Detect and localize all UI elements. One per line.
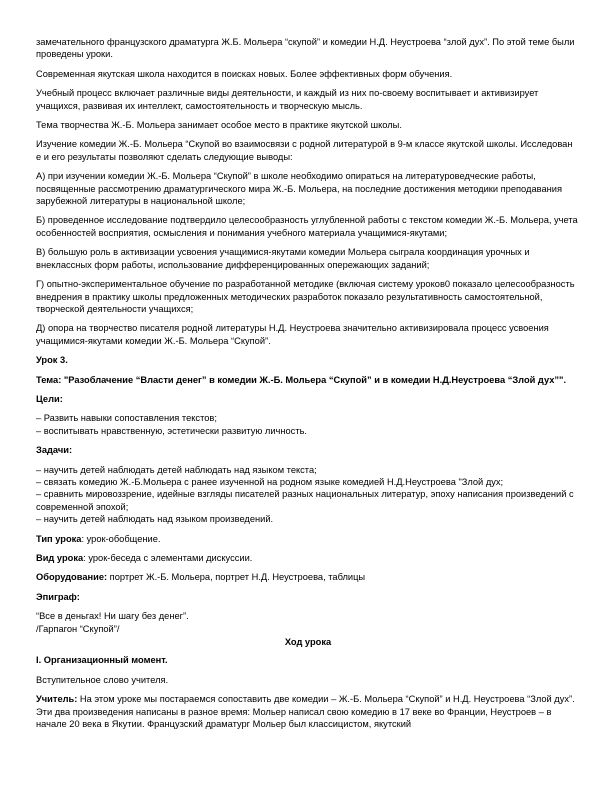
list-item: – научить детей наблюдать детей наблюдать над языком текста; [36, 464, 317, 475]
paragraph-study: Изучение комедии Ж.-Б. Мольера “Скупой во взаимосвязи с родной литературой в 9-м классе якутской школы. Исследован е и его результаты позволяют сделать следующие выводы: [36, 139, 573, 162]
equipment-value: портрет Ж.-Б. Мольера, портрет Н.Д. Неустроева, таблицы [107, 572, 366, 583]
tasks-list [36, 464, 580, 526]
lesson-kind-value: : урок-беседа с элементами дискуссии. [83, 553, 253, 563]
paragraph-intro: замечательного французского драматурга Ж.Б. Мольера “скупой” и комедии Н.Д. Неустроева “злой дух”. По этой теме были проведены уроки. [36, 37, 575, 60]
list-item: – сравнить мировоззрение, идейные взгляды писателей разных национальных литератур, эпоху написания произведений с современной эпохой; [36, 489, 574, 512]
equipment-label: Оборудование: [36, 572, 108, 583]
paragraph-process: Учебный процесс включает различные виды деятельности, и каждый из них по-своему воспитывает и активизирует учащихся, развивая их интеллект, самостоятельность и творческую мысль. [36, 88, 539, 111]
tasks-heading: Задачи: [36, 445, 73, 456]
lesson-kind [36, 552, 580, 564]
lesson-type-label: Тип урока [36, 533, 82, 544]
epigraph-quote: “Все в деньгах! Ни шагу без денег”. [36, 611, 189, 622]
teacher-text: На этом уроке мы постараемся сопоставить две комедии – Ж.-Б. Мольера “Скупой” и Н.Д. Неустроева “Злой дух”. Эти два произведения написаны в разное время: Мольер написал свою комедию в 17 веке во Франции, Неустроев – в начале 20 века в Якутии. Французский драматург Мольер был классицистом, якутский [36, 694, 575, 730]
teacher-speech [36, 693, 580, 730]
conclusion-a: А) при изучении комедии Ж.-Б. Мольера “Скупой” в школе необходимо опираться на литературоведческие работы, посвященные рассмотрению драматургического мира Ж.-Б. Мольера, на последние достижения методики преподавания зарубежной литературы в национальной школе; [36, 171, 562, 207]
paragraph-school: Современная якутская школа находится в поисках новых. Более эффективных форм обучения. [36, 68, 453, 79]
list-item: – научить детей наблюдать над языком произведений. [36, 514, 274, 525]
org-moment-heading: I. Организационный момент. [36, 655, 168, 666]
goals-heading: Цели: [36, 393, 63, 404]
conclusion-d: Д) опора на творчество писателя родной литературы Н.Д. Неустроева значительно активизировала процесс усвоения учащимися-якутами комедии Ж.-Б. Мольера “Скупой”. [36, 323, 549, 346]
lesson-equipment [36, 571, 580, 583]
paragraph-theme: Тема творчества Ж.-Б. Мольера занимает особое место в практике якутской школы. [36, 120, 402, 131]
conclusion-v: В) большую роль в активизации усвоения учащимися-якутами комедии Мольера сыграла координация урочных и внеклассных форм работы, использование дифференцированных опережающих заданий; [36, 247, 530, 270]
epigraph-heading: Эпиграф: [36, 591, 80, 602]
epigraph-source: /Гарпагон “Скупой”/ [36, 623, 120, 634]
lesson-theme: Тема: "Разоблачение “Власти денег” в комедии Ж.-Б. Мольера “Скупой” и в комедии Н.Д.Неустроева “Злой дух”". [36, 374, 567, 385]
document-page [36, 36, 580, 737]
lesson-kind-label: Вид урока [36, 553, 84, 563]
intro-line: Вступительное слово учителя. [36, 674, 169, 685]
list-item: – воспитывать нравственную, эстетически развитую личность. [36, 425, 307, 436]
lesson-title: Урок 3. [36, 355, 68, 366]
conclusion-g: Г) опытно-экспериментальное обучение по разработанной методике (включая систему уроков0 показало целесообразность внедрения в практику школы предложенных методических разработок показало результативность самостоятельной, творческой деятельности учащихся; [36, 279, 575, 314]
lesson-type [36, 533, 580, 545]
epigraph [36, 610, 580, 635]
lesson-type-value: : урок-обобщение. [81, 533, 161, 544]
list-item: – Развить навыки сопоставления текстов; [36, 413, 217, 424]
conclusion-b: Б) проведенное исследование подтвердило целесообразность углубленной работы с текстом комедии Ж.-Б. Мольера, учета особенностей восприятия, осмысления и понимания учебного материала учащимися-якутами; [36, 215, 578, 238]
goals-list [36, 412, 580, 437]
course-heading: Ход урока [284, 637, 332, 648]
list-item: – связать комедию Ж.-Б.Мольера с ранее изученной на родном языке комедией Н.Д.Неустроева "Злой дух; [36, 476, 504, 487]
teacher-label: Учитель: [36, 694, 78, 705]
